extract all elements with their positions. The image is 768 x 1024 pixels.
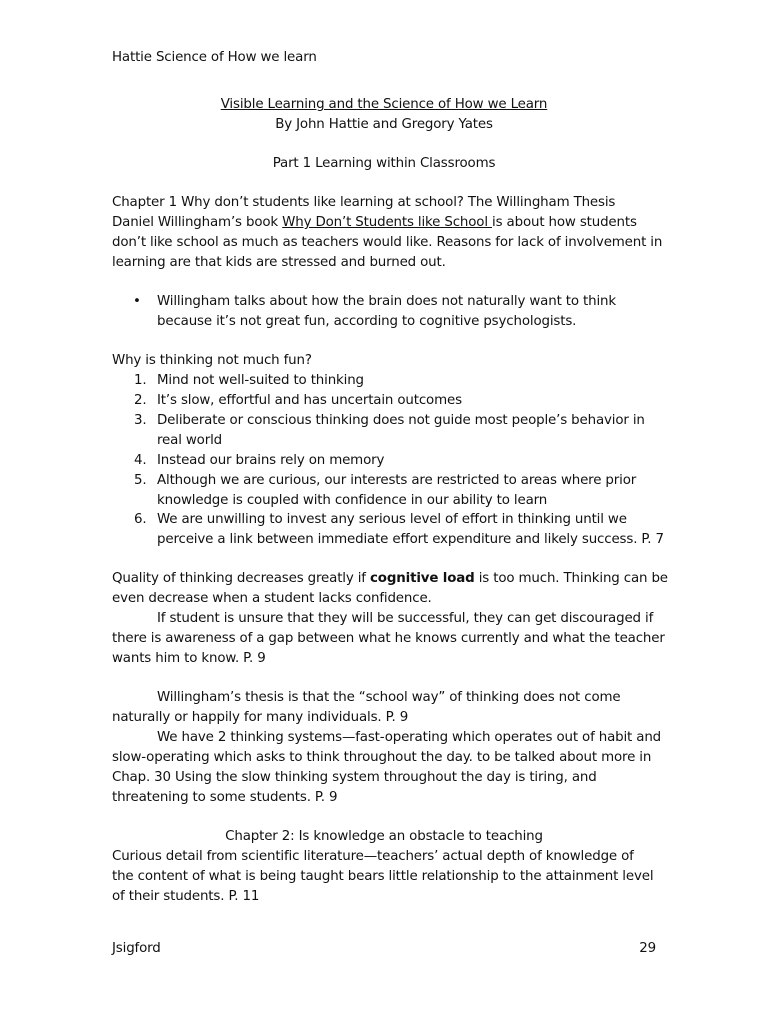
chapter1-line: learning are that kids are stressed and burned out.	[112, 255, 446, 270]
paragraph-line: Quality of thinking decreases greatly if cognitive load is too much. Thinking can be	[112, 571, 668, 586]
chapter2-heading: Chapter 2: Is knowledge an obstacle to teaching	[225, 829, 543, 844]
paragraph-line: the content of what is being taught bears little relationship to the attainment level	[112, 869, 654, 884]
paragraph-line: naturally or happily for many individuals. P. 9	[112, 710, 409, 725]
paragraph-line: We have 2 thinking systems—fast-operating which operates out of habit and	[157, 730, 662, 745]
paragraph-line: there is awareness of a gap between what he knows currently and what the teacher	[112, 631, 665, 646]
bullet-icon: •	[133, 294, 141, 309]
document-title: Visible Learning and the Science of How we Learn	[220, 97, 548, 112]
paragraph-line: Willingham’s thesis is that the “school way” of thinking does not come	[157, 690, 621, 705]
paragraph-line: Chap. 30 Using the slow thinking system throughout the day is tiring, and	[112, 770, 597, 785]
running-header: Hattie Science of How we learn	[112, 50, 317, 65]
paragraph-line: threatening to some students. P. 9	[112, 790, 338, 805]
paragraph-line: of their students. P. 11	[112, 889, 260, 904]
key-term: cognitive load	[369, 571, 475, 586]
chapter1-line: don’t like school as much as teachers would like. Reasons for lack of involvement in	[112, 235, 663, 250]
chapter1-heading: Chapter 1 Why don’t students like learning at school? The Willingham Thesis	[112, 195, 616, 210]
chapter1-line: Daniel Willingham’s book Why Don’t Students like School is about how students	[112, 215, 637, 230]
page-number: 29	[639, 941, 656, 956]
list-item: We are unwilling to invest any serious level of effort in thinking until we	[157, 512, 627, 527]
book-title: Why Don’t Students like School	[282, 215, 493, 230]
paragraph-line: slow-operating which asks to think throughout the day. to be talked about more in	[112, 750, 652, 765]
list-item: Although we are curious, our interests are restricted to areas where prior	[157, 473, 637, 488]
document-authors: By John Hattie and Gregory Yates	[275, 117, 493, 132]
paragraph-line: even decrease when a student lacks confidence.	[112, 591, 432, 606]
list-item: It’s slow, effortful and has uncertain outcomes	[157, 393, 462, 408]
list-item: Mind not well-suited to thinking	[157, 373, 364, 388]
list-question: Why is thinking not much fun?	[112, 353, 312, 368]
part-heading: Part 1 Learning within Classrooms	[272, 156, 496, 171]
paragraph-line: Curious detail from scientific literature—teachers’ actual depth of knowledge of	[112, 849, 634, 864]
paragraph-line: wants him to know. P. 9	[112, 651, 266, 666]
paragraph-line: If student is unsure that they will be successful, they can get discouraged if	[157, 611, 654, 626]
document-page: Hattie Science of How we learn Visible Learning and the Science of How we Learn By John Hattie and Gregory Yates Part 1 Learning within Classrooms Chapter 1 Why don’t students like learning at school? The Willingham Thesis Daniel Willingham’s book Why Don’t Students like School is about how students don’t like school as much as teachers would like. Reasons for lack of involvement in learning are that kids are stressed and burned out. • Willingham talks about how the brain does not naturally want to think because it’s not great fun, according to cognitive psychologists. Why is thinking not much fun? 1. Mind not well-suited to thinking 2. It’s slow, effortful and has uncertain outcomes 3. Deliberate or conscious thinking does not guide most people’s behavior in real world 4. Instead our brains rely on memory 5. Although we are curious, our interests are restricted to areas where prior knowledge is coupled with confidence in our ability to learn 6. We are unwilling to invest any serious level of effort in thinking until we perceive a link between immediate effort expenditure and likely success. P. 7 Quality of thinking decreases greatly if cognitive load is too much. Thinking can be even decrease when a student lacks confidence. If student is unsure that they will be successful, they can get discouraged if there is awareness of a gap between what he knows currently and what the teacher wants him to know. P. 9 Willingham’s thesis is that the “school way” of thinking does not come naturally or happily for many individuals. P. 9 We have 2 thinking systems—fast-operating which operates out of habit and slow-operating which asks to think throughout the day. to be talked about more in Chap. 30 Using the slow thinking system throughout the day is tiring, and threatening to some students. P. 9 Chapter 2: Is knowledge an obstacle to teaching Curious detail from scientific literature—teachers’ actual depth of knowledge of the content of what is being taught bears little relationship to the attainment level of their students. P. 11 Jsigford 29	[0, 0, 768, 1024]
list-item: Instead our brains rely on memory	[157, 453, 385, 468]
footer-author: Jsigford	[112, 941, 161, 956]
list-item: Deliberate or conscious thinking does not guide most people’s behavior in	[157, 413, 645, 428]
